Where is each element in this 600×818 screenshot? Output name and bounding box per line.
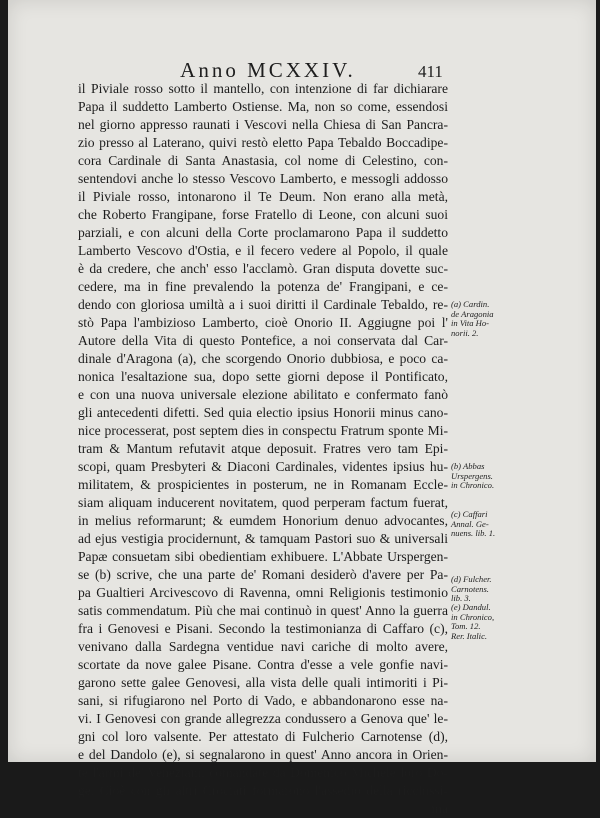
running-head-title: Anno MCXXIV. <box>180 58 356 82</box>
margin-note-line: (c) Caffari <box>451 509 488 519</box>
text-line: che Roberto Frangipane, forse Fratello di Leone, con alcuni suoi <box>78 207 448 222</box>
margin-note-line: Rer. Italic. <box>451 630 488 641</box>
text-line: sentendovi anche lo stesso Vescovo Lamberto, e messogli addosso <box>78 171 448 186</box>
text-line: venivano dalla Sardegna ventidue navi cariche di molto avere, <box>78 639 448 654</box>
text-line: vi. I Genovesi con grande allegrezza condussero a Genova que' le- <box>78 711 448 726</box>
catchword: ma <box>431 801 448 816</box>
margin-note-line: (e) Dandul. <box>451 602 491 612</box>
text-line: scopi, quam Presbyteri & Diaconi Cardinales, videntes ipsius hu- <box>78 459 448 474</box>
text-line: nel giorno appresso raunati i Vescovi nella Chiesa di San Pancra- <box>78 117 448 132</box>
margin-note-line: Urspergens. <box>451 470 493 481</box>
margin-note <box>451 575 521 604</box>
text-line: se (b) scrive, che una parte de' Romani desiderò d'avere per Pa- <box>78 567 448 582</box>
text-line: Autore della Vita di questo Pontefice, a noi conservata dal Car- <box>78 333 448 348</box>
text-line: te l'armi de' Veneziani, comandate da Domenico Michele loro Do- <box>78 765 448 780</box>
margin-note <box>451 510 521 539</box>
text-line: Papa il suddetto Lamberto Ostiense. Ma, non so come, essendosi <box>78 99 448 114</box>
body-text <box>78 80 448 818</box>
margin-note-line: in Chronico. <box>451 480 495 490</box>
text-line: scortate da nove galee Pisane. Contra d'esse a vele gonfie navi- <box>78 657 448 672</box>
text-line: nonica l'esaltazione sua, dopo sette giorni depose il Pontificato, <box>78 369 448 384</box>
text-line: parziali, e con alcuni della Corte proclamarono Papa il suddetto <box>78 225 448 240</box>
margin-note-line: norii. 2. <box>451 327 479 338</box>
text-line: Lamberto Vescovo d'Ostia, e il fecero vedere al Popolo, il quale <box>78 243 448 258</box>
margin-note-line: Annal. Ge- <box>451 518 489 529</box>
text-line: il Piviale rosso sotto il mantello, con intenzione di far dichiarare <box>78 81 448 96</box>
text-line: stò Papa l'ambizioso Lamberto, cioè Onorio II. Aggiugne poi l' <box>78 315 448 330</box>
margin-note-line: lib. 3. <box>451 593 471 603</box>
text-line: e del Dandolo (e), si segnalarono in quest' Anno ancora in Orien- <box>78 747 448 762</box>
text-line: fra i Genovesi e Pisani. Secondo la testimonianza di Caffaro (c), <box>78 621 448 636</box>
text-line: sani, si rifugiarono nel Porto di Vado, e abbandonarono esse na- <box>78 693 448 708</box>
book-page <box>8 0 596 816</box>
text-line: cora Cardinale di Santa Anastasia, col nome di Celestino, con- <box>78 153 448 168</box>
text-line: zio presso al Laterano, quivi restò eletto Papa Tebaldo Boccadipe- <box>78 135 448 150</box>
text-line: Papæ consuetam sibi obedientiam exhibuere. L'Abbate Urspergen- <box>78 549 448 564</box>
text-line: satis commendatum. Più che mai continuò in quest' Anno la guerra <box>78 603 448 618</box>
margin-note <box>451 300 521 338</box>
text-line: militatem, & prospicientes in posterum, ne in Romanam Eccle- <box>78 477 448 492</box>
text-line: ad ejus vestigia procidernunt, & tamquam Pastori suo & universali <box>78 531 448 546</box>
text-line: e con una nuova universale elezione abilitato e confermato fanò <box>78 387 448 402</box>
text-line: pa Gualtieri Arcivescovo di Ravenna, omni Religionis testimonio <box>78 585 448 600</box>
margin-note <box>451 462 521 491</box>
page-number: 411 <box>418 62 443 81</box>
margin-note-line: in Vita Ho- <box>451 318 490 328</box>
text-line: dendo con gloriosa umiltà a i suoi diritti il Cardinale Tebaldo, re- <box>78 297 448 312</box>
margin-note-line: de Aragonia <box>451 308 494 319</box>
text-line: in melius reformarunt; & eumdem Honorium denuo advocantes, <box>78 513 448 528</box>
text-line: tram & Mantum refutavit atque deposuit. Fratres vero tam Epi- <box>78 441 448 456</box>
text-line: siam aliquam inducerent novitatem, quod perperam factum fuerat, <box>78 495 448 510</box>
text-line: è da credere, che anch' esso l'acclamò. Gran disputa dovette suc- <box>78 261 448 276</box>
text-line: nice processerat, post septem dies in conspectu Fratrum sponte Mi- <box>78 423 448 438</box>
text-line: gli antecedenti difetti. Sed quia electio ipsius Honorii minus cano- <box>78 405 448 420</box>
text-line: garono sette galee Genovesi, alla vista delle quali intimoriti i Pi- <box>78 675 448 690</box>
margin-note-line: in Chronico, <box>451 611 495 622</box>
margin-note-line: nuens. lib. 1. <box>451 528 496 538</box>
margin-note <box>451 603 521 641</box>
text-line: cedere, ma in fine prevalendo la potenza de' Frangipani, e ce- <box>78 279 448 294</box>
margin-note-line: (a) Cardin. <box>451 299 490 309</box>
text-line: gni col loro valsente. Per attestato di Fulcherio Carnotense (d), <box>78 729 448 744</box>
text-line: il Piviale rosso, intonarono il Te Deum. Non erano alla metà, <box>78 189 448 204</box>
margin-note-line: Carnotens. <box>451 583 489 594</box>
text-line: ge. Cioè con gli altri Crociati formarono l'assedio della ricchissi- <box>78 783 448 798</box>
margin-note-line: (d) Fulcher. <box>451 574 492 584</box>
text-line: dinale d'Aragona (a), che scorgendo Onorio dubbiosa, e poco ca- <box>78 351 448 366</box>
margin-note-line: Tom. 12. <box>451 621 481 631</box>
margin-note-line: (b) Abbas <box>451 461 485 471</box>
